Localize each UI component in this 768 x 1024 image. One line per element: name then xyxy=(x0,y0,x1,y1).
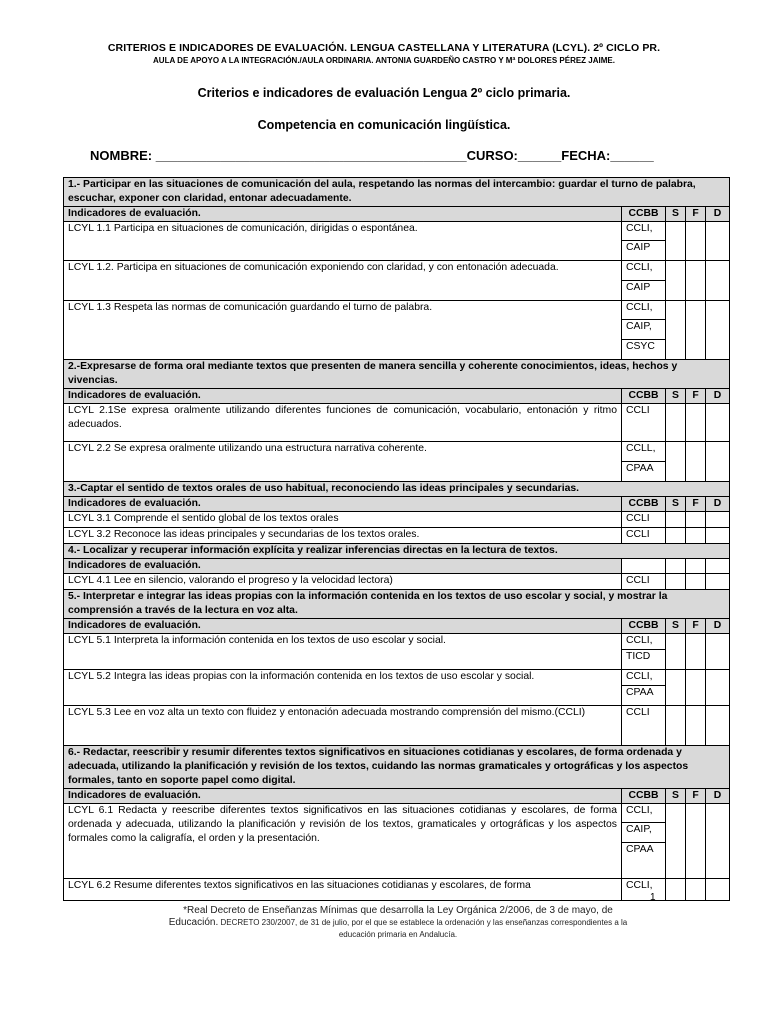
ccbb-code: CCLI xyxy=(622,404,666,442)
indicator-row xyxy=(64,404,730,442)
criterion-title: 3.-Captar el sentido de textos orales de uso habitual, reconociendo las ideas principales y secundarias. xyxy=(64,482,730,497)
checkbox-cell-s[interactable] xyxy=(666,634,686,670)
criterion-title: 4.- Localizar y recuperar información explícita y realizar inferencias directas en la lectura de textos. xyxy=(64,544,730,559)
ccbb-code: CPAA xyxy=(622,462,666,482)
indicator-text: LCYL 6.1 Redacta y reescribe diferentes textos significativos en las situaciones cotidianas y escolares, de forma ordenada y adecuada, utilizando la planificación y revisión de los textos, gramaticales y ortográficas y los aspectos formales como la caligrafía, el orden y la presentación. xyxy=(64,804,622,879)
checkbox-cell-d[interactable] xyxy=(706,879,730,901)
indicator-text: LCYL 5.3 Lee en voz alta un texto con fluidez y entonación adecuada mostrando comprensión del mismo.(CCLI) xyxy=(64,706,622,746)
checkbox-cell-f[interactable] xyxy=(686,261,706,301)
column-header-s: S xyxy=(666,789,686,804)
indicator-row xyxy=(64,222,730,241)
indicator-row xyxy=(64,528,730,544)
indicator-text: LCYL 5.1 Interpreta la información contenida en los textos de uso escolar y social. xyxy=(64,634,622,670)
checkbox-cell-f[interactable] xyxy=(686,512,706,528)
column-header-s: S xyxy=(666,207,686,222)
ccbb-code: CCLI, xyxy=(622,634,666,650)
ccbb-code: CCLI, xyxy=(622,804,666,823)
column-header-f: F xyxy=(686,619,706,634)
criterion-row xyxy=(64,544,730,559)
checkbox-cell-s[interactable] xyxy=(666,528,686,544)
indicator-text: LCYL 1.1 Participa en situaciones de comunicación, dirigidas o espontánea. xyxy=(64,222,622,261)
indicator-text: LCYL 4.1 Lee en silencio, valorando el progreso y la velocidad lectora) xyxy=(64,574,622,590)
ccbb-code: CCLI, xyxy=(622,222,666,241)
checkbox-cell-f[interactable] xyxy=(686,404,706,442)
checkbox-cell-f[interactable] xyxy=(686,804,706,879)
indicator-row xyxy=(64,804,730,823)
indicator-row xyxy=(64,706,730,746)
checkbox-cell-f[interactable] xyxy=(686,222,706,261)
column-header-f: F xyxy=(686,497,706,512)
column-header-ccbb: CCBB xyxy=(622,497,666,512)
checkbox-cell-d[interactable] xyxy=(706,670,730,706)
checkbox-cell-s[interactable] xyxy=(666,222,686,261)
ccbb-code: CAIP xyxy=(622,281,666,301)
footnote-line-2b: DECRETO 230/2007, de 31 de julio, por el que se establece la ordenación y las enseñanzas correspondientes a la xyxy=(218,918,628,927)
ccbb-code: CCLI, xyxy=(622,261,666,281)
indicators-header-row xyxy=(64,497,730,512)
checkbox-cell-d[interactable] xyxy=(706,261,730,301)
checkbox-cell-d[interactable] xyxy=(706,706,730,746)
indicators-header: Indicadores de evaluación. xyxy=(64,207,622,222)
column-header-f: F xyxy=(686,389,706,404)
ccbb-code: CCLI xyxy=(622,528,666,544)
criterion-row xyxy=(64,590,730,619)
ccbb-code: CCLI, xyxy=(622,670,666,686)
ccbb-code: CAIP, xyxy=(622,320,666,340)
criterion-row xyxy=(64,482,730,497)
indicator-row xyxy=(64,634,730,650)
checkbox-cell-d[interactable] xyxy=(706,528,730,544)
column-header-f: F xyxy=(686,789,706,804)
indicators-header-row xyxy=(64,619,730,634)
criterion-row xyxy=(64,746,730,789)
ccbb-code: CCLI xyxy=(622,512,666,528)
name-course-date-line: NOMBRE: ___________________________________________CURSO:______FECHA:______ xyxy=(90,148,654,163)
indicator-text: LCYL 6.2 Resume diferentes textos significativos en las situaciones cotidianas y escolares, de forma xyxy=(64,879,622,901)
criterion-row xyxy=(64,178,730,207)
column-header-d xyxy=(706,559,730,574)
checkbox-cell-s[interactable] xyxy=(666,574,686,590)
indicator-row xyxy=(64,442,730,462)
indicators-header-row xyxy=(64,207,730,222)
checkbox-cell-s[interactable] xyxy=(666,404,686,442)
column-header-d: D xyxy=(706,789,730,804)
indicators-header: Indicadores de evaluación. xyxy=(64,389,622,404)
ccbb-code: CCLI xyxy=(622,706,666,746)
indicator-row xyxy=(64,301,730,320)
checkbox-cell-f[interactable] xyxy=(686,528,706,544)
ccbb-code: CPAA xyxy=(622,843,666,879)
checkbox-cell-f[interactable] xyxy=(686,301,706,360)
column-header-s: S xyxy=(666,619,686,634)
document-header: CRITERIOS E INDICADORES DE EVALUACIÓN. LENGUA CASTELLANA Y LITERATURA (LCYL). 2º CICLO PR. xyxy=(107,42,661,54)
indicators-header: Indicadores de evaluación. xyxy=(64,559,622,574)
criterion-title: 1.- Participar en las situaciones de comunicación del aula, respetando las normas del intercambio: guardar el turno de palabra, escuchar, exponer con claridad, entonar adecuadamente. xyxy=(64,178,730,207)
checkbox-cell-f[interactable] xyxy=(686,670,706,706)
ccbb-code: CSYC xyxy=(622,340,666,360)
indicator-row xyxy=(64,512,730,528)
document-title: Criterios e indicadores de evaluación Lengua 2º ciclo primaria. xyxy=(197,86,571,100)
indicators-header: Indicadores de evaluación. xyxy=(64,497,622,512)
footnote-line-3: educación primaria en Andalucía. xyxy=(338,930,458,939)
evaluation-table xyxy=(63,177,730,901)
column-header-d: D xyxy=(706,619,730,634)
checkbox-cell-s[interactable] xyxy=(666,804,686,879)
indicator-row xyxy=(64,670,730,686)
criterion-title: 5.- Interpretar e integrar las ideas propias con la información contenida en los textos de uso escolar y social, y mostrar la comprensión a través de la lectura en voz alta. xyxy=(64,590,730,619)
footnote-line-2a: Educación. xyxy=(168,917,219,928)
column-header-ccbb xyxy=(622,559,666,574)
indicators-header: Indicadores de evaluación. xyxy=(64,789,622,804)
checkbox-cell-f[interactable] xyxy=(686,706,706,746)
checkbox-cell-s[interactable] xyxy=(666,512,686,528)
indicators-header: Indicadores de evaluación. xyxy=(64,619,622,634)
indicators-header-row xyxy=(64,559,730,574)
checkbox-cell-d[interactable] xyxy=(706,404,730,442)
criterion-row xyxy=(64,360,730,389)
checkbox-cell-s[interactable] xyxy=(666,879,686,901)
column-header-f: F xyxy=(686,207,706,222)
ccbb-code: CCLI, xyxy=(622,879,666,901)
column-header-f xyxy=(686,559,706,574)
indicator-row xyxy=(64,574,730,590)
checkbox-cell-f[interactable] xyxy=(686,634,706,670)
checkbox-cell-d[interactable] xyxy=(706,574,730,590)
indicator-text: LCYL 3.2 Reconoce las ideas principales y secundarias de los textos orales. xyxy=(64,528,622,544)
column-header-s: S xyxy=(666,389,686,404)
indicator-text: LCYL 1.3 Respeta las normas de comunicación guardando el turno de palabra. xyxy=(64,301,622,360)
ccbb-code: CCLL, xyxy=(622,442,666,462)
indicator-row xyxy=(64,261,730,281)
ccbb-code: TICD xyxy=(622,650,666,670)
column-header-d: D xyxy=(706,389,730,404)
indicator-text: LCYL 5.2 Integra las ideas propias con la información contenida en los textos de uso escolar y social. xyxy=(64,670,622,706)
column-header-d: D xyxy=(706,497,730,512)
indicator-text: LCYL 1.2. Participa en situaciones de comunicación exponiendo con claridad, y con entonación adecuada. xyxy=(64,261,622,301)
indicator-text: LCYL 2.2 Se expresa oralmente utilizando una estructura narrativa coherente. xyxy=(64,442,622,482)
checkbox-cell-d[interactable] xyxy=(706,222,730,261)
checkbox-cell-s[interactable] xyxy=(666,301,686,360)
checkbox-cell-s[interactable] xyxy=(666,261,686,301)
footnote-line-1: *Real Decreto de Enseñanzas Mínimas que desarrolla la Ley Orgánica 2/2006, de 3 de mayo, de xyxy=(183,905,613,916)
column-header-d: D xyxy=(706,207,730,222)
checkbox-cell-d[interactable] xyxy=(706,512,730,528)
checkbox-cell-s[interactable] xyxy=(666,442,686,482)
ccbb-code: CAIP, xyxy=(622,823,666,843)
column-header-ccbb: CCBB xyxy=(622,619,666,634)
column-header-s xyxy=(666,559,686,574)
checkbox-cell-f[interactable] xyxy=(686,574,706,590)
checkbox-cell-s[interactable] xyxy=(666,670,686,706)
indicators-header-row xyxy=(64,789,730,804)
checkbox-cell-d[interactable] xyxy=(706,804,730,879)
ccbb-code: CPAA xyxy=(622,686,666,706)
checkbox-cell-d[interactable] xyxy=(706,301,730,360)
column-header-s: S xyxy=(666,497,686,512)
criterion-title: 2.-Expresarse de forma oral mediante textos que presenten de manera sencilla y coherente conocimientos, ideas, hechos y vivencias. xyxy=(64,360,730,389)
ccbb-code: CCLI, xyxy=(622,301,666,320)
indicator-text: LCYL 3.1 Comprende el sentido global de los textos orales xyxy=(64,512,622,528)
ccbb-code: CAIP xyxy=(622,241,666,261)
checkbox-cell-s[interactable] xyxy=(666,706,686,746)
indicator-text: LCYL 2.1Se expresa oralmente utilizando diferentes funciones de comunicación, vocabulario, entonación y ritmo adecuados. xyxy=(64,404,622,442)
indicators-header-row xyxy=(64,389,730,404)
checkbox-cell-f[interactable] xyxy=(686,442,706,482)
ccbb-code: CCLI xyxy=(622,574,666,590)
checkbox-cell-d[interactable] xyxy=(706,442,730,482)
column-header-ccbb: CCBB xyxy=(622,389,666,404)
page-number: 1 xyxy=(650,892,656,903)
competence-title: Competencia en comunicación lingüística. xyxy=(257,118,511,132)
criterion-title: 6.- Redactar, reescribir y resumir diferentes textos significativos en situaciones cotidianas y escolares, de forma ordenada y adecuada, utilizando la planificación y revisión de los textos, cuidando las normas gramaticales y ortográficas y los aspectos formales, tanto en soporte papel como digital. xyxy=(64,746,730,789)
column-header-ccbb: CCBB xyxy=(622,789,666,804)
column-header-ccbb: CCBB xyxy=(622,207,666,222)
indicator-row xyxy=(64,879,730,901)
checkbox-cell-f[interactable] xyxy=(686,879,706,901)
document-subheader: AULA DE APOYO A LA INTEGRACIÓN./AULA ORDINARIA. ANTONIA GUARDEÑO CASTRO Y Mª DOLORES PÉREZ JAIME. xyxy=(153,56,615,65)
footnote xyxy=(150,905,646,941)
checkbox-cell-d[interactable] xyxy=(706,634,730,670)
